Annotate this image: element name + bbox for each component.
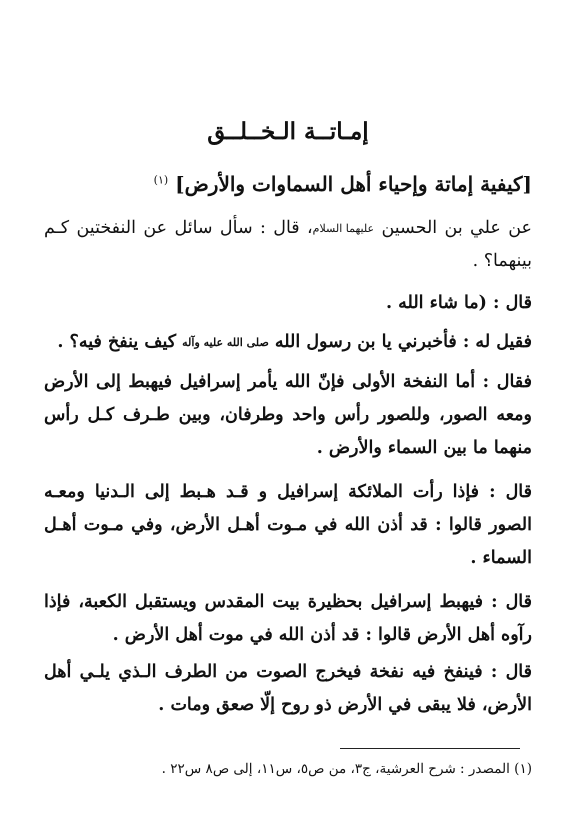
salutation-glyph: عليهما السلام bbox=[312, 222, 375, 235]
subtitle-text: [كيفية إماتة وإحياء أهل السماوات والأرض] bbox=[175, 172, 532, 196]
paragraph-text: قال : فينفخ فيه نفخة فيخرج الصوت من الطرف الـذي يلـي أهل الأرض، فلا يبقى في الأرض ذو روح إلّا صعق ومات . bbox=[44, 662, 532, 715]
paragraph-blowing bbox=[44, 656, 532, 722]
page-title: إمـاتــة الـخــلــق bbox=[207, 118, 369, 145]
paragraph-text: كيف ينفخ فيه؟ . bbox=[57, 332, 183, 352]
footnote-number: (١) bbox=[514, 761, 532, 777]
paragraph-text: قال : فيهبط إسرافيل بحظيرة بيت المقدس ويستقبل الكعبة، فإذا رآوه أهل الأرض قالوا : قد أذن الله في موت أهل الأرض . bbox=[44, 592, 532, 645]
paragraph-first-blowing bbox=[44, 366, 532, 465]
paragraph-text: فقيل له : فأخبرني يا بن رسول الله bbox=[274, 332, 532, 352]
salutation-glyph: صلى الله عليه وآله bbox=[182, 336, 269, 349]
paragraph-narration-chain bbox=[44, 212, 532, 278]
section-subtitle bbox=[154, 172, 532, 196]
footnote-text: المصدر : شرح العرشية، ج٣، من ص٥، س١١، إلى ص٨ س٢٢ . bbox=[161, 761, 510, 777]
paragraph-answer bbox=[44, 287, 532, 320]
paragraph-text: فقال : أما النفخة الأولى فإنّ الله يأمر إسرافيل فيهبط إلى الأرض ومعه الصور، وللصور رأس واحد وطرفان، وبين طـرف كـل رأس منهما ما بين السماء والأرض . bbox=[44, 372, 532, 458]
footnote bbox=[162, 761, 532, 777]
footnote-reference: (١) bbox=[153, 173, 169, 187]
paragraph-text: قال : (ما شاء الله . bbox=[385, 293, 532, 313]
paragraph-text: قال : فإذا رأت الملائكة إسرافيل و قـد هـبط إلى الـدنيا ومعـه الصور قالوا : قد أذن الله في مـوت أهـل الأرض، وفي مـوت أهـل السماء . bbox=[44, 482, 532, 568]
paragraph-text: عن علي بن الحسين bbox=[381, 218, 532, 238]
footnote-separator bbox=[340, 748, 520, 749]
paragraph-text: ، قال : سأل سائل عن النفختين كـم بينهما؟ . bbox=[44, 218, 532, 271]
paragraph-question bbox=[44, 326, 532, 359]
paragraph-angels bbox=[44, 476, 532, 575]
paragraph-descent bbox=[44, 586, 532, 652]
